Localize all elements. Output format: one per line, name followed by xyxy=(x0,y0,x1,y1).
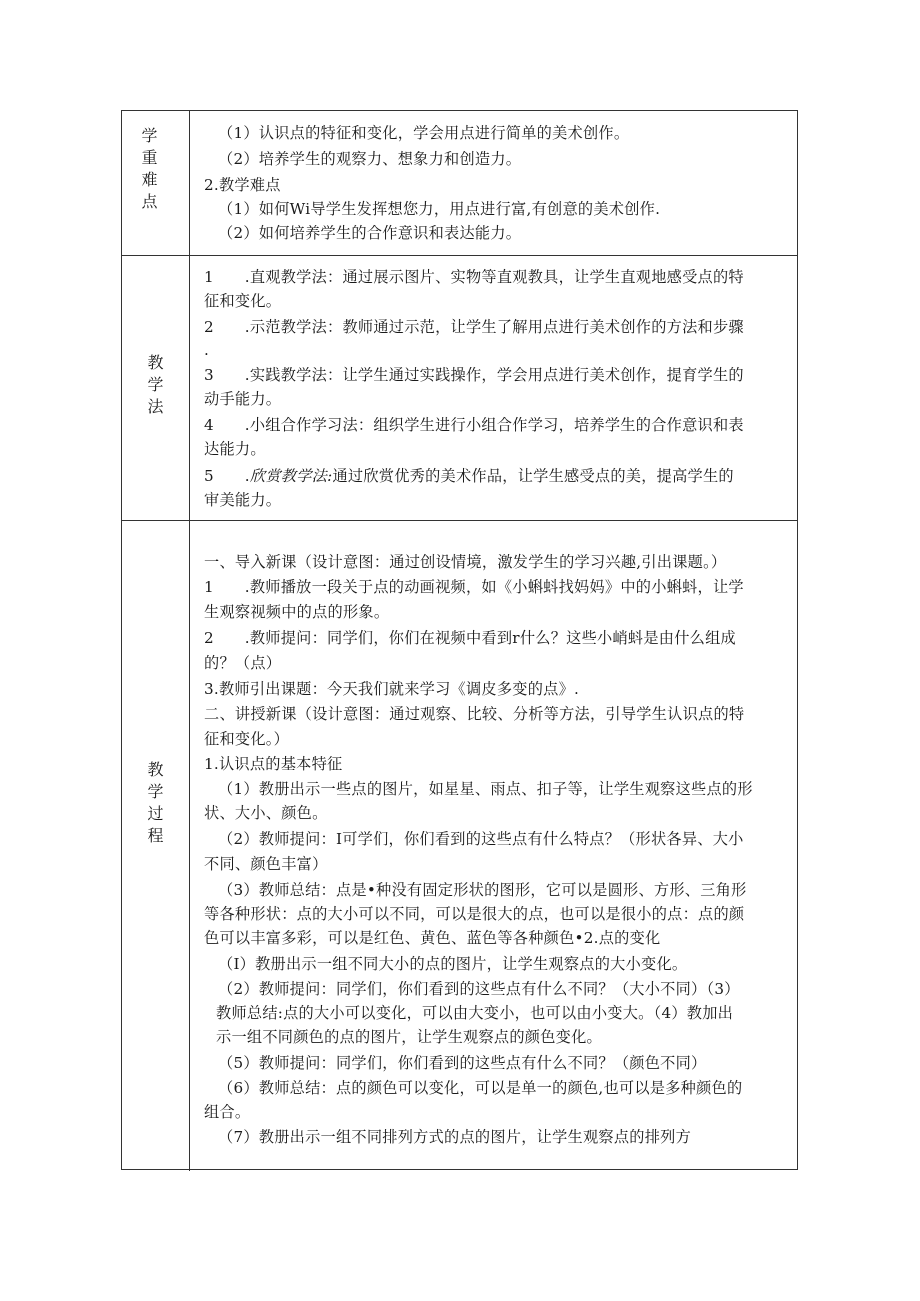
text-line: 状、大小、颜色。 xyxy=(204,804,328,822)
text-line: 1 .教师播放一段关于点的动画视频，如《小蝌蚪找妈妈》中的小蝌蚪，让学 xyxy=(204,578,744,596)
text-line: 色可以丰富多彩，可以是红色、黄色、蓝色等各种颜色•2.点的变化 xyxy=(204,929,661,947)
row-content-cell xyxy=(190,111,797,255)
text-line: 不同、颜色丰富） xyxy=(204,855,328,873)
row-content-cell xyxy=(190,521,797,1171)
text-line: 4 .小组合作学习法：组织学生进行小组合作学习，培养学生的合作意识和表 xyxy=(204,416,744,434)
text-line: 3.教师引出课题：今天我们就来学习《调皮多变的点》. xyxy=(204,680,580,698)
method-desc: 通过欣赏优秀的美术作品，让学生感受点的美，提高学生的 xyxy=(332,467,734,485)
text-line: 2 .示范教学法：教师通过示范，让学生了解用点进行美术创作的方法和步骤 xyxy=(204,318,744,336)
label-char: 学 xyxy=(141,126,158,145)
text-line: 征和变化。） xyxy=(204,730,290,748)
text-line: 3 .实践教学法：让学生通过实践操作，学会用点进行美术创作，提育学生的 xyxy=(204,366,744,384)
text-line: 征和变化。 xyxy=(204,292,282,310)
text-line: 2 .教师提问：同学们，你们在视频中看到r什么？这些小峭蚪是由什么组成 xyxy=(204,629,736,647)
text-line: 二、讲授新课（设计意图：通过观察、比较、分析等方法，引导学生认识点的特 xyxy=(204,705,745,723)
text-line: 等各种形状：点的大小可以不同，可以是很大的点，也可以是很小的点：点的颜 xyxy=(204,905,745,923)
text-line: （6）教师总结：点的颜色可以变化，可以是单一的颜色,也可以是多种颜色的 xyxy=(218,1079,743,1097)
label-char: 教 xyxy=(147,353,164,372)
text-line: （2）培养学生的观察力、想象力和创造力。 xyxy=(218,150,522,168)
text-line: （1）教册出示一些点的图片，如星星、雨点、扣子等，让学生观察这些点的形 xyxy=(218,780,753,798)
text-line xyxy=(204,465,789,487)
label-char: 难 xyxy=(141,170,158,189)
row-key-difficult-points xyxy=(122,111,797,256)
label-char: 教 xyxy=(147,760,164,779)
text-line: （1）认识点的特征和变化，学会用点进行简单的美术创作。 xyxy=(218,124,630,142)
label-char: 法 xyxy=(147,397,164,416)
text-line: 生观察视频中的点的形象。 xyxy=(204,603,390,621)
text-line: （3）教师总结：点是•种没有固定形状的图形，它可以是圆形、方形、三角形 xyxy=(218,881,747,899)
text-line: 2.教学难点 xyxy=(204,176,281,194)
label-char: 过 xyxy=(147,804,164,823)
method-name: 欣赏教学法: xyxy=(249,467,333,485)
text-line: 1.认识点的基本特征 xyxy=(204,755,343,773)
item-number: 5 . xyxy=(204,467,250,485)
row-label xyxy=(122,352,189,418)
text-line: （2）教师提问：同学们，你们看到的这些点有什么不同？（大小不同）（3） xyxy=(218,980,740,998)
row-label-cell xyxy=(122,521,190,1171)
text-line: （2）教师提问：I可学们，你们看到的这些点有什么特点？（形状各异、大小 xyxy=(218,830,744,848)
row-label-cell xyxy=(122,111,190,255)
text-line: （2）如何培养学生的合作意识和表达能力。 xyxy=(218,224,522,242)
text-line: 达能力。 xyxy=(204,440,266,458)
text-line: 1 .直观教学法：通过展示图片、实物等直观教具，让学生直观地感受点的特 xyxy=(204,268,744,286)
label-char: 重 xyxy=(141,148,158,167)
label-char: 点 xyxy=(141,192,158,211)
row-teaching-process xyxy=(122,521,797,1171)
text-line: 审美能力。 xyxy=(204,491,282,509)
text-line: 的？（点） xyxy=(204,654,282,672)
label-char: 程 xyxy=(147,826,164,845)
label-char: 学 xyxy=(147,375,164,394)
row-teaching-methods xyxy=(122,256,797,521)
text-line: （I）教册出示一组不同大小的点的图片，让学生观察点的大小变化。 xyxy=(218,955,688,973)
row-label xyxy=(116,125,183,213)
row-label xyxy=(122,759,189,847)
text-line: 一、导入新课（设计意图：通过创设情境，激发学生的学习兴趣,引出课题。） xyxy=(204,553,727,571)
row-content-cell xyxy=(190,256,797,520)
text-line: 动手能力。 xyxy=(204,390,282,408)
label-char: 学 xyxy=(147,782,164,801)
row-label-cell xyxy=(122,256,190,520)
text-line: 教师总结:点的大小可以变化，可以由大变小，也可以由小变大。（4）教加出 xyxy=(216,1004,734,1022)
text-line: （5）教师提问：同学们，你们看到的这些点有什么不同？（颜色不同） xyxy=(218,1054,707,1072)
text-line: 组合。 xyxy=(204,1103,251,1121)
text-line: （1）如何Wi导学生发挥想您力，用点进行富,有创意的美术创作. xyxy=(218,200,661,218)
text-line: . xyxy=(204,341,210,359)
text-line: （7）教册出示一组不同排列方式的点的图片，让学生观察点的排列方 xyxy=(218,1128,692,1146)
lesson-plan-table xyxy=(121,110,798,1170)
text-line: 示一组不同颜色的点的图片，让学生观察点的颜色变化。 xyxy=(216,1028,602,1046)
